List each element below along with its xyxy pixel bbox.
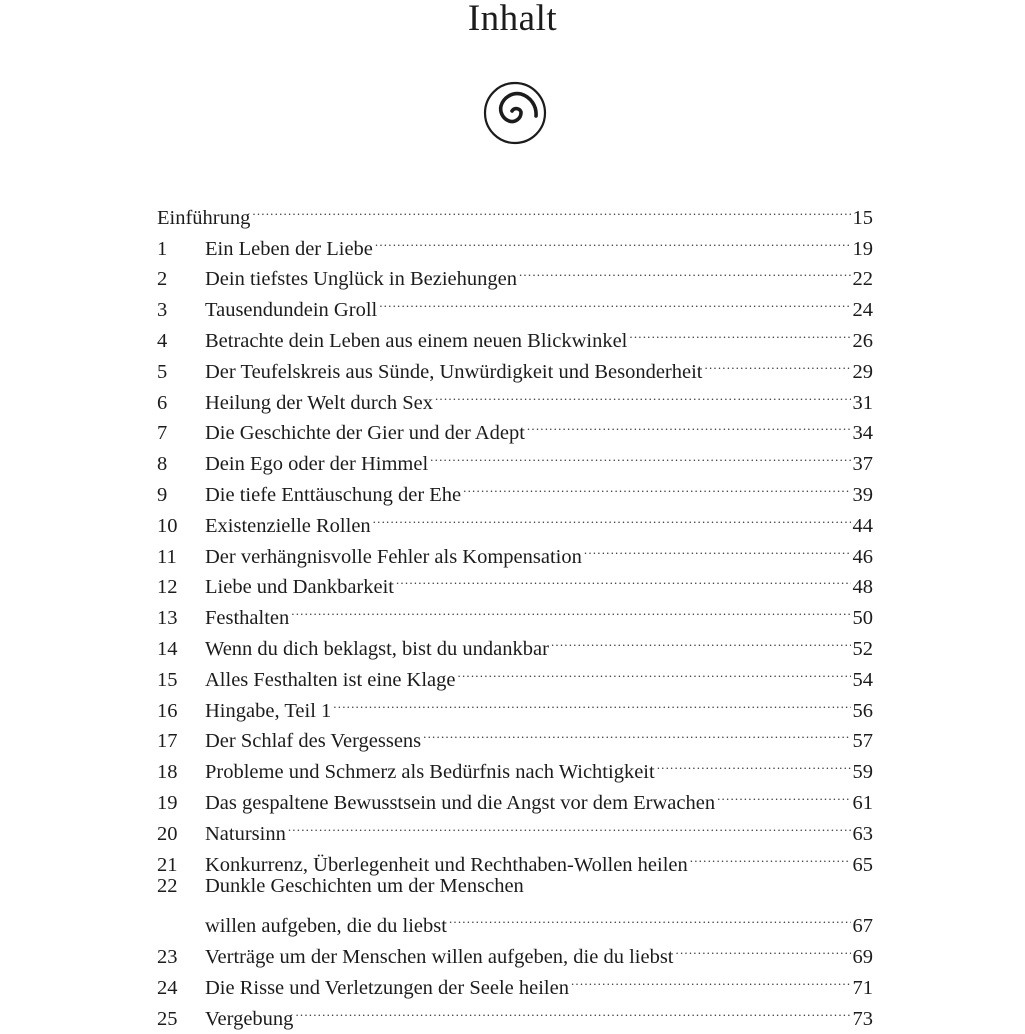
toc-entry[interactable] bbox=[157, 871, 873, 902]
toc-entry-page: 63 bbox=[852, 822, 873, 845]
toc-entry-number: 13 bbox=[157, 607, 178, 630]
toc-entry-page: 19 bbox=[852, 237, 873, 260]
toc-entry-page: 73 bbox=[852, 1007, 873, 1030]
toc-entry-page: 29 bbox=[852, 360, 873, 383]
toc-dot-leader bbox=[629, 316, 850, 347]
toc-entry-page: 39 bbox=[852, 483, 873, 506]
toc-entry-number: 12 bbox=[157, 576, 178, 599]
toc-entry-number: 20 bbox=[157, 822, 178, 845]
toc-dot-leader bbox=[705, 347, 851, 378]
toc-dot-leader bbox=[551, 624, 851, 655]
toc-entry-title: Natursinn bbox=[205, 822, 286, 845]
toc-entry-number: 1 bbox=[157, 237, 168, 260]
toc-entry-title: Betrachte dein Leben aus einem neuen Blickwinkel bbox=[205, 329, 628, 352]
toc-dot-leader bbox=[396, 563, 851, 594]
toc-entry-page: 34 bbox=[852, 422, 873, 445]
toc-entry-number: 17 bbox=[157, 730, 178, 753]
toc-entry-number: 22 bbox=[157, 874, 178, 897]
toc-entry-title: Dein Ego oder der Himmel bbox=[205, 453, 429, 476]
toc-entry-page: 31 bbox=[852, 391, 873, 414]
toc-entry-title: Die tiefe Enttäuschung der Ehe bbox=[205, 483, 462, 506]
toc-entry-title: Der Teufelskreis aus Sünde, Unwürdigkeit und Besonderheit bbox=[205, 360, 703, 383]
toc-entry-page: 71 bbox=[852, 976, 873, 999]
toc-entry-number: 21 bbox=[157, 853, 178, 876]
toc-entry-page: 52 bbox=[852, 637, 873, 660]
toc-entry-title: Die Risse und Verletzungen der Seele heilen bbox=[205, 976, 569, 999]
toc-dot-leader bbox=[717, 778, 850, 809]
toc-entry-page: 50 bbox=[852, 607, 873, 630]
toc-dot-leader bbox=[435, 378, 851, 409]
toc-entry-title: Existenzielle Rollen bbox=[205, 514, 371, 537]
toc-entry-title: Einführung bbox=[157, 206, 251, 229]
table-of-contents bbox=[157, 193, 873, 1030]
toc-entry-page: 54 bbox=[852, 668, 873, 691]
toc-entry-number: 4 bbox=[157, 329, 168, 352]
toc-entry-number: 7 bbox=[157, 422, 168, 445]
toc-entry-title: Tausendundein Groll bbox=[205, 299, 378, 322]
toc-dot-leader bbox=[449, 901, 851, 932]
toc-entry-title: Verträge um der Menschen willen aufgeben, die du liebst bbox=[205, 945, 674, 968]
toc-entry-page: 46 bbox=[852, 545, 873, 568]
toc-entry-number: 5 bbox=[157, 360, 168, 383]
toc-entry-number: 19 bbox=[157, 791, 178, 814]
toc-entry-number: 14 bbox=[157, 637, 178, 660]
toc-dot-leader bbox=[333, 686, 850, 717]
toc-dot-leader bbox=[379, 285, 850, 316]
toc-entry-page: 44 bbox=[852, 514, 873, 537]
toc-dot-leader bbox=[430, 439, 850, 470]
toc-entry[interactable] bbox=[157, 901, 873, 938]
toc-entry[interactable] bbox=[157, 224, 873, 260]
toc-entry-number: 9 bbox=[157, 483, 168, 506]
toc-entry-title: willen aufgeben, die du liebst bbox=[205, 915, 447, 938]
toc-entry-page: 15 bbox=[852, 206, 873, 229]
toc-entry-number: 15 bbox=[157, 668, 178, 691]
toc-dot-leader bbox=[690, 840, 851, 871]
toc-entry[interactable] bbox=[157, 193, 873, 229]
toc-entry-title: Dein tiefstes Unglück in Beziehungen bbox=[205, 268, 517, 291]
toc-entry-page: 48 bbox=[852, 576, 873, 599]
toc-dot-leader bbox=[458, 655, 851, 686]
toc-entry-title: Wenn du dich beklagst, bist du undankbar bbox=[205, 637, 549, 660]
toc-entry-number: 23 bbox=[157, 945, 178, 968]
toc-entry-title: Vergebung bbox=[205, 1007, 294, 1030]
toc-dot-leader bbox=[295, 994, 850, 1025]
toc-entry-title: Konkurrenz, Überlegenheit und Rechthaben-Wollen heilen bbox=[205, 853, 688, 876]
spiral-ornament-icon bbox=[482, 80, 548, 146]
toc-entry-number: 18 bbox=[157, 761, 178, 784]
toc-entry-title: Alles Festhalten ist eine Klage bbox=[205, 668, 456, 691]
page-title: Inhalt bbox=[467, 0, 558, 39]
toc-dot-leader bbox=[373, 501, 851, 532]
toc-dot-leader bbox=[527, 409, 851, 440]
toc-entry-title: Probleme und Schmerz als Bedürfnis nach Wichtigkeit bbox=[205, 761, 655, 784]
toc-entry-number: 16 bbox=[157, 699, 178, 722]
toc-dot-leader bbox=[291, 593, 850, 624]
toc-entry-page: 26 bbox=[852, 329, 873, 352]
toc-dot-leader bbox=[463, 470, 850, 501]
toc-entry-page: 37 bbox=[852, 453, 873, 476]
toc-entry-title: Die Geschichte der Gier und der Adept bbox=[205, 422, 525, 445]
toc-dot-leader bbox=[657, 747, 851, 778]
toc-dot-leader bbox=[584, 532, 851, 563]
toc-entry-number: 25 bbox=[157, 1007, 178, 1030]
toc-entry-title: Das gespaltene Bewusstsein und die Angst vor dem Erwachen bbox=[205, 791, 716, 814]
toc-entry-number: 11 bbox=[157, 545, 177, 568]
toc-entry-number: 8 bbox=[157, 453, 168, 476]
toc-entry-page: 59 bbox=[852, 761, 873, 784]
toc-entry-title: Festhalten bbox=[205, 607, 290, 630]
toc-entry-number: 2 bbox=[157, 268, 168, 291]
toc-entry-title: Ein Leben der Liebe bbox=[205, 237, 373, 260]
toc-dot-leader bbox=[519, 255, 851, 286]
toc-entry-title: Der Schlaf des Vergessens bbox=[205, 730, 422, 753]
toc-entry-page: 22 bbox=[852, 268, 873, 291]
toc-dot-leader bbox=[375, 224, 851, 255]
toc-entry-title: Der verhängnisvolle Fehler als Kompensation bbox=[205, 545, 582, 568]
toc-entry-page: 69 bbox=[852, 945, 873, 968]
toc-entry-page: 57 bbox=[852, 730, 873, 753]
toc-entry-title: Heilung der Welt durch Sex bbox=[205, 391, 433, 414]
toc-entry-page: 67 bbox=[852, 915, 873, 938]
toc-entry-number: 10 bbox=[157, 514, 178, 537]
toc-entry-number: 3 bbox=[157, 299, 168, 322]
toc-entry-number: 24 bbox=[157, 976, 178, 999]
toc-entry-title: Liebe und Dankbarkeit bbox=[205, 576, 394, 599]
toc-dot-leader bbox=[423, 717, 850, 748]
toc-entry-title: Hingabe, Teil 1 bbox=[205, 699, 332, 722]
toc-entry-number: 6 bbox=[157, 391, 168, 414]
toc-entry-page: 61 bbox=[852, 791, 873, 814]
toc-entry-title: Dunkle Geschichten um der Menschen bbox=[205, 874, 524, 897]
toc-dot-leader bbox=[252, 193, 850, 224]
toc-entry-page: 56 bbox=[852, 699, 873, 722]
toc-dot-leader bbox=[676, 932, 851, 963]
toc-entry-page: 24 bbox=[852, 299, 873, 322]
toc-entry-page: 65 bbox=[852, 853, 873, 876]
toc-dot-leader bbox=[288, 809, 851, 840]
toc-dot-leader bbox=[571, 963, 851, 994]
